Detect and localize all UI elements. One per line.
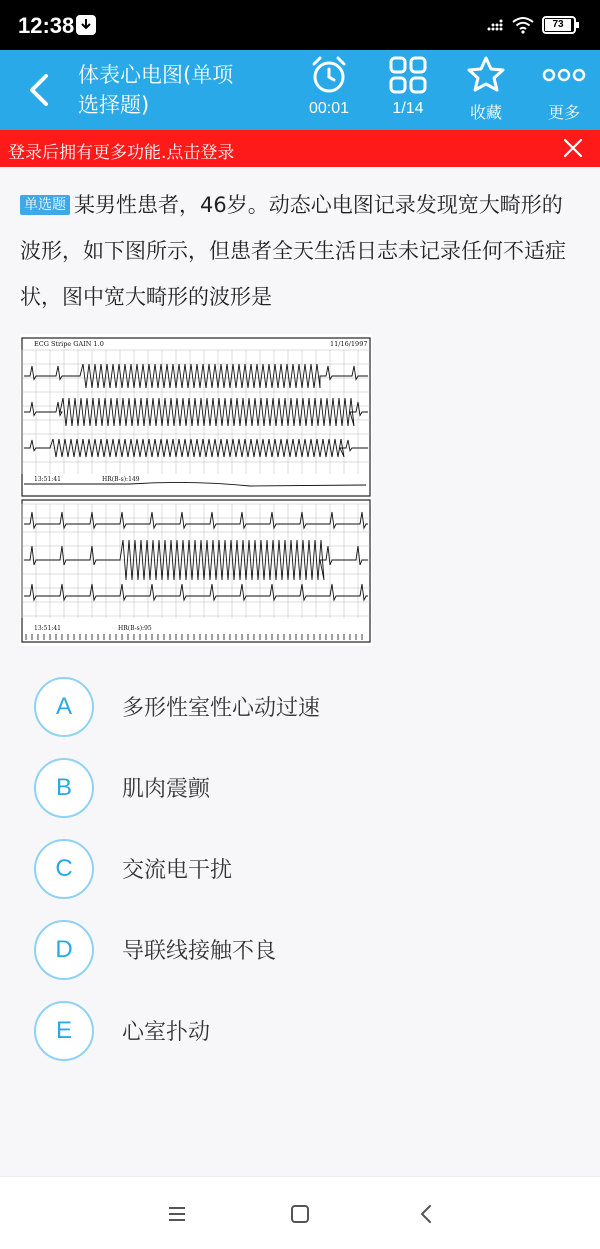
close-icon[interactable] [562,137,584,159]
grid-icon [387,54,429,96]
wifi-icon [512,16,534,34]
ecg-top-date: 11/16/1997 [330,340,368,348]
signal-icon [486,18,504,32]
option-e-letter[interactable]: E [34,1001,94,1061]
favorite-label: 收藏 [469,105,502,122]
back-icon[interactable] [412,1201,442,1227]
status-time: 12:38 [18,13,75,38]
ecg-top-hr: HR(B-s):149 [102,476,140,483]
back-button[interactable] [18,68,62,112]
ecg-bottom-time: 13:51:41 [34,625,61,632]
favorite-button[interactable] [446,54,526,128]
option-c[interactable] [34,836,574,917]
ecg-strips-image [20,334,372,646]
ecg-figure [20,334,372,646]
option-a-letter[interactable]: A [34,677,94,737]
home-icon[interactable] [285,1201,315,1227]
system-nav-bar [0,1176,600,1249]
download-icon [76,15,96,35]
battery-label: 73 [545,19,571,31]
progress-button[interactable] [368,54,448,128]
option-d-text[interactable]: 导联线接触不良 [122,939,277,964]
star-icon [465,54,507,96]
menu-icon[interactable] [162,1201,192,1227]
alarm-clock-icon [308,54,350,96]
ecg-top-time: 13:51:41 [34,476,61,483]
timer-button[interactable] [289,54,369,128]
question-text: 某男性患者，46岁。动态心电图记录发现宽大畸形的波形，如下图所示，但患者全天生活日志未记录任何不适症状，图中宽大畸形的波形是 [20,193,566,309]
more-dots-icon [541,54,587,96]
login-prompt-text[interactable]: 登录后拥有更多功能.点击登录 [8,143,235,163]
option-c-text[interactable]: 交流电干扰 [122,858,233,883]
options-list [34,674,574,1079]
ecg-bottom-hr: HR(B-s):95 [118,625,152,632]
option-b-text[interactable]: 肌肉震颤 [122,777,211,802]
option-b[interactable] [34,755,574,836]
battery-icon [542,16,576,34]
page-title: 体表心电图(单项选择题) [78,63,234,117]
login-banner[interactable] [0,130,600,167]
more-button[interactable] [524,54,600,128]
option-c-letter[interactable]: C [34,839,94,899]
ecg-top-title: ECG Stripe GAIN 1.0 [34,340,104,348]
option-a[interactable] [34,674,574,755]
option-b-letter[interactable]: B [34,758,94,818]
status-icons [486,14,576,36]
back-arrow-icon [18,68,62,112]
question-stem [20,182,580,320]
option-a-text[interactable]: 多形性室性心动过速 [122,696,321,721]
timer-label: 00:01 [308,100,350,117]
app-header [0,50,600,130]
status-bar [0,0,600,50]
option-e[interactable] [34,998,574,1079]
option-e-text[interactable]: 心室扑动 [122,1020,211,1045]
option-d[interactable] [34,917,574,998]
progress-label: 1/14 [392,100,424,117]
option-d-letter[interactable]: D [34,920,94,980]
more-label: 更多 [547,105,580,122]
question-type-badge: 单选题 [20,195,70,215]
